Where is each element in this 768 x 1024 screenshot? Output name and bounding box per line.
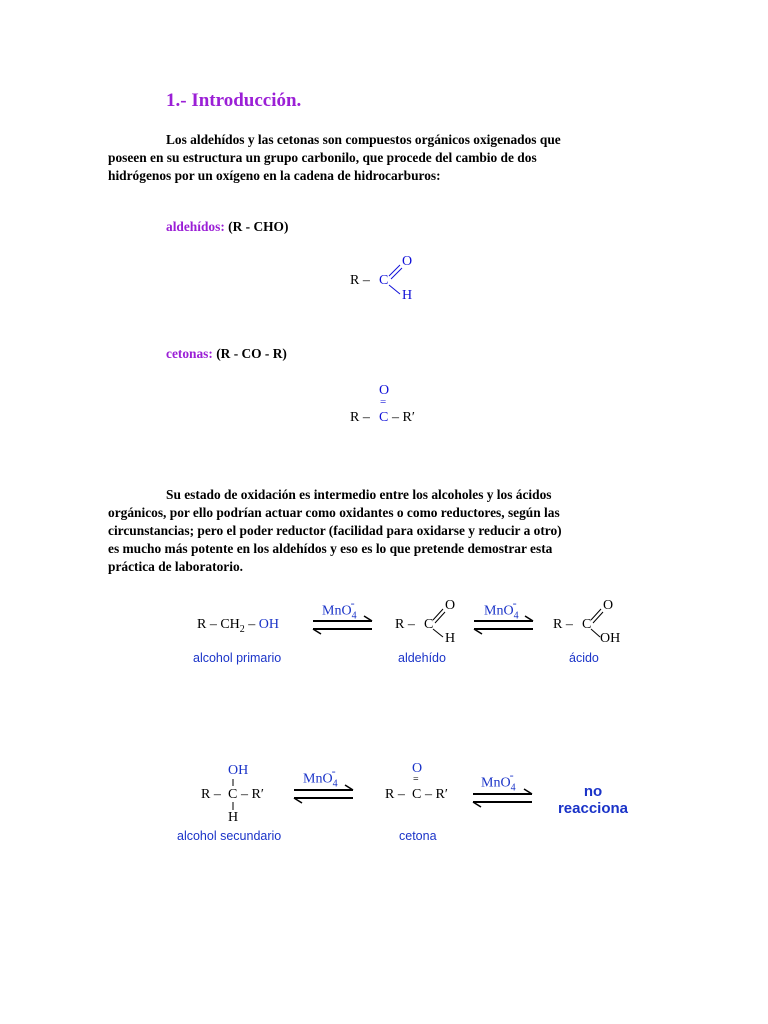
intro-line-2: poseen en su estructura un grupo carbonilo, que procede del cambio de dos	[108, 150, 537, 165]
oxidation-line-5: práctica de laboratorio.	[108, 559, 243, 574]
oxidation-line-3: circunstancias; pero el poder reductor (facilidad para oxidarse y reducir a otro)	[108, 523, 562, 538]
acid-o: O	[603, 598, 614, 613]
mno4-reagent-2: MnO$_4$-	[484, 596, 519, 622]
carbon-atom: C	[379, 273, 389, 288]
intro-line-1: Los aldehídos y las cetonas son compuestos orgánicos oxigenados que	[166, 132, 561, 147]
r-dash: R –	[350, 273, 370, 288]
ketone2-double-bond: =	[413, 774, 419, 785]
aldehyde-formula: R –	[395, 617, 415, 632]
ketone-double-bond: =	[380, 396, 387, 408]
sec-alcohol-rprime: – R′	[241, 787, 264, 802]
acido-label: ácido	[569, 651, 599, 665]
ketone-oxygen: O	[379, 383, 390, 398]
aldehyde-h: H	[445, 631, 456, 646]
alcohol-primario-label: alcohol primario	[193, 651, 282, 665]
ketone2-r: R –	[385, 787, 405, 802]
ketone2-o: O	[412, 761, 423, 776]
hydrogen-atom: H	[402, 288, 413, 303]
ketone-carbon: C	[379, 410, 389, 425]
aldehyde-c: C	[424, 617, 434, 632]
mno4-reagent-4: MnO$_4$-	[481, 768, 516, 794]
oxidation-line-1: Su estado de oxidación es intermedio entre los alcoholes y los ácidos	[166, 487, 552, 502]
sec-alcohol-r: R –	[201, 787, 221, 802]
oxygen-atom: O	[402, 254, 413, 269]
intro-line-3: hidrógenos por un oxígeno en la cadena de hidrocarburos:	[108, 168, 441, 183]
mno4-reagent-3: MnO$_4$-	[303, 764, 338, 790]
cetona-label: cetona	[399, 829, 437, 843]
mno4-reagent-1: MnO$_4$-	[322, 596, 357, 622]
sec-alcohol-c: C	[228, 787, 238, 802]
acid-c: C	[582, 617, 592, 632]
sec-alcohol-h: H	[228, 810, 239, 825]
ketone2-c: C	[412, 787, 422, 802]
ketone-r-dash: R –	[350, 410, 370, 425]
ketone-r-prime: – R′	[392, 410, 415, 425]
aldehidos-formula: (R - CHO)	[228, 219, 289, 234]
section-heading: 1.- Introducción.	[166, 90, 302, 111]
aldehidos-label: aldehídos:	[166, 219, 225, 234]
cetonas-label: cetonas:	[166, 346, 213, 361]
sec-alcohol-oh: OH	[228, 763, 249, 778]
aldehyde-o: O	[445, 598, 456, 613]
primary-alcohol-formula: R – $CH_2$ – OH	[197, 617, 280, 635]
cetonas-formula: (R - CO - R)	[216, 346, 287, 361]
acid-oh: OH	[600, 631, 621, 646]
ketone2-rprime: – R′	[425, 787, 448, 802]
acid-formula: R –	[553, 617, 573, 632]
oxidation-line-2: orgánicos, por ello podrían actuar como oxidantes o como reductores, según las	[108, 505, 560, 520]
oxidation-line-4: es mucho más potente en los aldehídos y eso es lo que pretende demostrar esta	[108, 541, 553, 556]
no-reacciona-note: no reacciona	[557, 783, 629, 817]
alcohol-secundario-label: alcohol secundario	[177, 829, 282, 843]
aldehido-label: aldehído	[398, 651, 446, 665]
